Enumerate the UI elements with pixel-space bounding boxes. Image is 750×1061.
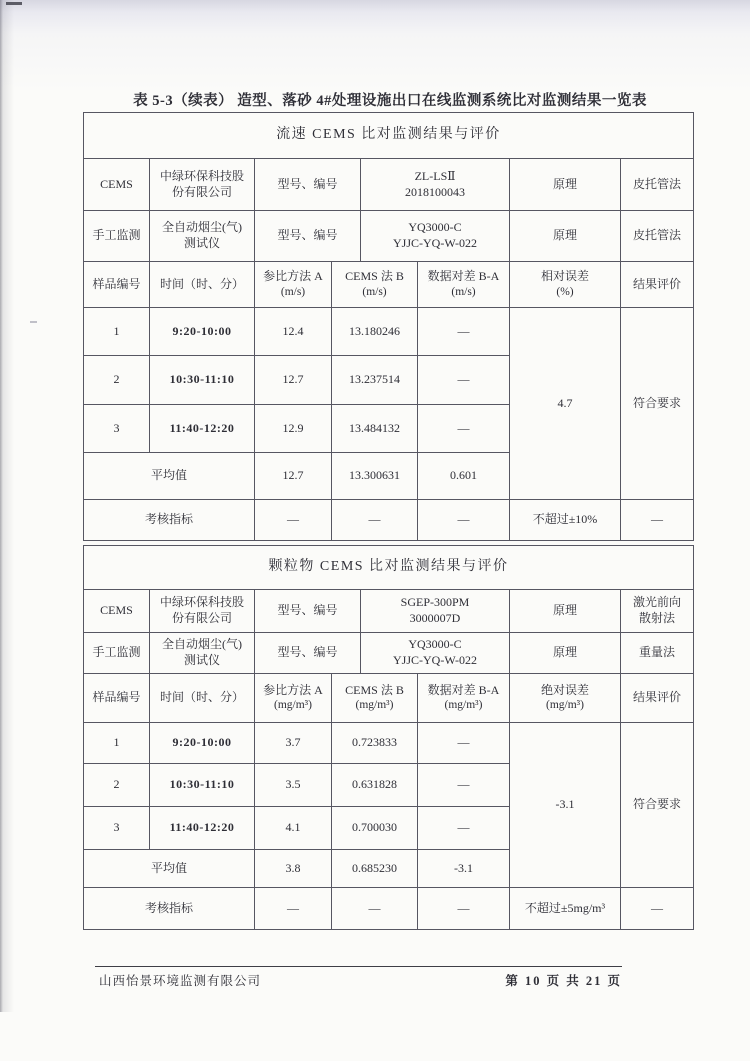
cell-time: 9:20-10:00 [150, 723, 255, 764]
col-header-diff: 数据对差 B-A (mg/m³) [418, 674, 510, 723]
equip-principle-line1: 皮托管法 [632, 228, 681, 243]
equip-model-value [361, 633, 510, 674]
col-header-error: 相对误差 (%) [510, 262, 621, 308]
equip-principle-line1: 重量法 [638, 645, 675, 660]
cell-average-label: 平均值 [84, 850, 255, 888]
cell-ref-value: 12.9 [255, 405, 332, 453]
table-header-row [84, 262, 694, 308]
cell-result: 符合要求 [621, 308, 694, 500]
equip-role: CEMS [84, 159, 150, 211]
cell-assessment-limit: 不超过±5mg/m³ [510, 888, 621, 930]
equip-principle-label: 原理 [510, 633, 621, 674]
equip-org-line2: 测试仪 [183, 653, 220, 667]
equip-model-line1: YQ3000-C [408, 220, 462, 235]
col-header-time: 时间（时、分） [150, 262, 255, 308]
equip-org [150, 211, 255, 262]
cell-time: 11:40-12:20 [150, 405, 255, 453]
cell-ref-value: 3.5 [255, 764, 332, 807]
cell-time: 9:20-10:00 [150, 308, 255, 356]
cell-diff-value: — [418, 308, 510, 356]
cell-assessment-diff: — [418, 888, 510, 930]
cell-assessment-cems: — [332, 500, 418, 541]
assessment-row [84, 500, 694, 541]
equip-org [150, 633, 255, 674]
cell-time: 10:30-11:10 [150, 764, 255, 807]
col-header-cems: CEMS 法 B (mg/m³) [332, 674, 418, 723]
cell-average-diff: -3.1 [418, 850, 510, 888]
cell-sample-no: 1 [84, 308, 150, 356]
equip-role: 手工监测 [84, 633, 150, 674]
equip-org-line1: 全自动烟尘(气) [162, 637, 242, 652]
scan-left-shadow [0, 0, 16, 1012]
equip-principle-value [621, 211, 694, 262]
cell-diff-value: — [418, 356, 510, 405]
cell-sample-no: 3 [84, 405, 150, 453]
page-title: 表 5-3（续表） 造型、落砂 4#处理设施出口在线监测系统比对监测结果一览表 [133, 93, 647, 109]
cell-assessment-label: 考核指标 [84, 500, 255, 541]
cell-assessment-label: 考核指标 [84, 888, 255, 930]
col-header-cems: CEMS 法 B (m/s) [332, 262, 418, 308]
table-row [84, 723, 694, 764]
cell-sample-no: 2 [84, 356, 150, 405]
equip-org-line1: 中绿环保科技股 [159, 595, 244, 610]
equip-principle-label: 原理 [510, 159, 621, 211]
cell-diff-value: — [418, 405, 510, 453]
flow-section-title: 流速 CEMS 比对监测结果与评价 [84, 113, 694, 159]
cell-cems-value: 0.700030 [332, 807, 418, 850]
table-header-row [84, 674, 694, 723]
equip-org-line1: 全自动烟尘(气) [162, 220, 242, 235]
cell-average-ref: 12.7 [255, 453, 332, 500]
equip-principle-value [621, 159, 694, 211]
footer-divider [95, 966, 622, 967]
footer-page-number: 第 10 页 共 21 页 [505, 974, 622, 988]
cell-cems-value: 0.631828 [332, 764, 418, 807]
table-row [84, 113, 694, 159]
cell-assessment-result: — [621, 500, 694, 541]
equip-model-line2: 2018100043 [405, 184, 465, 199]
table-row [84, 546, 694, 590]
equip-model-value [361, 590, 510, 633]
equip-org-line2: 测试仪 [183, 236, 220, 250]
equip-model-line2: YJJC-YQ-W-022 [393, 653, 477, 667]
cell-average-cems: 0.685230 [332, 850, 418, 888]
equip-org-line2: 份有限公司 [171, 611, 232, 625]
equip-org-line2: 份有限公司 [171, 184, 232, 199]
equip-principle-line1: 皮托管法 [632, 176, 681, 191]
col-unit: (m/s) [451, 285, 476, 298]
scan-speck [30, 321, 37, 323]
col-unit: (%) [556, 285, 574, 298]
cell-ref-value: 3.7 [255, 723, 332, 764]
cell-diff-value: — [418, 764, 510, 807]
cell-average-label: 平均值 [84, 453, 255, 500]
equip-model-label: 型号、编号 [255, 211, 361, 262]
flow-cems-table [83, 112, 694, 541]
cell-average-cems: 13.300631 [332, 453, 418, 500]
assessment-row [84, 888, 694, 930]
equip-principle-value [621, 633, 694, 674]
equip-model-value [361, 211, 510, 262]
cell-relative-error: 4.7 [510, 308, 621, 500]
particulate-section-title: 颗粒物 CEMS 比对监测结果与评价 [84, 546, 694, 590]
cell-average-ref: 3.8 [255, 850, 332, 888]
col-header-result: 结果评价 [621, 262, 694, 308]
cell-ref-value: 4.1 [255, 807, 332, 850]
cell-absolute-error: -3.1 [510, 723, 621, 888]
col-unit: (mg/m³) [546, 699, 584, 712]
equip-principle-line2: 散射法 [638, 611, 675, 625]
cell-average-diff: 0.601 [418, 453, 510, 500]
cell-assessment-cems: — [332, 888, 418, 930]
cell-assessment-limit: 不超过±10% [510, 500, 621, 541]
equip-model-label: 型号、编号 [255, 633, 361, 674]
col-unit: (mg/m³) [444, 699, 483, 712]
equip-role: 手工监测 [84, 211, 150, 262]
equip-model-label: 型号、编号 [255, 590, 361, 633]
cell-cems-value: 13.237514 [332, 356, 418, 405]
footer-company: 山西怡景环境监测有限公司 [99, 974, 262, 988]
table-row [84, 633, 694, 674]
col-header-ref: 参比方法 A (m/s) [255, 262, 332, 308]
equip-model-value [361, 159, 510, 211]
cell-diff-value: — [418, 723, 510, 764]
col-unit: (m/s) [362, 285, 387, 298]
equip-principle-value [621, 590, 694, 633]
cell-result: 符合要求 [621, 723, 694, 888]
equip-principle-line1: 激光前向 [632, 595, 681, 610]
col-header-error: 绝对误差 (mg/m³) [510, 674, 621, 723]
equip-model-line1: YQ3000-C [408, 637, 462, 652]
equip-model-line2: 3000007D [409, 611, 461, 625]
equip-role: CEMS [84, 590, 150, 633]
col-header-sample: 样品编号 [84, 674, 150, 723]
col-unit: (mg/m³) [355, 699, 394, 712]
cell-cems-value: 13.484132 [332, 405, 418, 453]
cell-sample-no: 3 [84, 807, 150, 850]
equip-model-line1: ZL-LSⅡ [414, 168, 456, 183]
cell-time: 11:40-12:20 [150, 807, 255, 850]
cell-assessment-ref: — [255, 500, 332, 541]
col-unit: (m/s) [280, 285, 306, 298]
equip-model-line1: SGEP-300PM [400, 595, 470, 610]
col-header-ref: 参比方法 A (mg/m³) [255, 674, 332, 723]
cell-assessment-diff: — [418, 500, 510, 541]
equip-model-line2: YJJC-YQ-W-022 [393, 236, 477, 250]
cell-time: 10:30-11:10 [150, 356, 255, 405]
equip-org [150, 159, 255, 211]
equip-model-label: 型号、编号 [255, 159, 361, 211]
cell-diff-value: — [418, 807, 510, 850]
table-row [84, 159, 694, 211]
col-unit: (mg/m³) [274, 699, 312, 712]
cell-cems-value: 13.180246 [332, 308, 418, 356]
particulate-cems-table [83, 545, 694, 930]
cell-assessment-result: — [621, 888, 694, 930]
equip-org [150, 590, 255, 633]
cell-sample-no: 2 [84, 764, 150, 807]
equip-principle-label: 原理 [510, 211, 621, 262]
equip-principle-label: 原理 [510, 590, 621, 633]
cell-assessment-ref: — [255, 888, 332, 930]
col-header-result: 结果评价 [621, 674, 694, 723]
cell-ref-value: 12.4 [255, 308, 332, 356]
col-header-diff: 数据对差 B-A (m/s) [418, 262, 510, 308]
table-row [84, 211, 694, 262]
cell-sample-no: 1 [84, 723, 150, 764]
cell-ref-value: 12.7 [255, 356, 332, 405]
scan-corner-mark [6, 2, 22, 5]
equip-org-line1: 中绿环保科技股 [159, 168, 244, 183]
col-header-time: 时间（时、分） [150, 674, 255, 723]
cell-cems-value: 0.723833 [332, 723, 418, 764]
table-row [84, 590, 694, 633]
table-row [84, 308, 694, 356]
col-header-sample: 样品编号 [84, 262, 150, 308]
